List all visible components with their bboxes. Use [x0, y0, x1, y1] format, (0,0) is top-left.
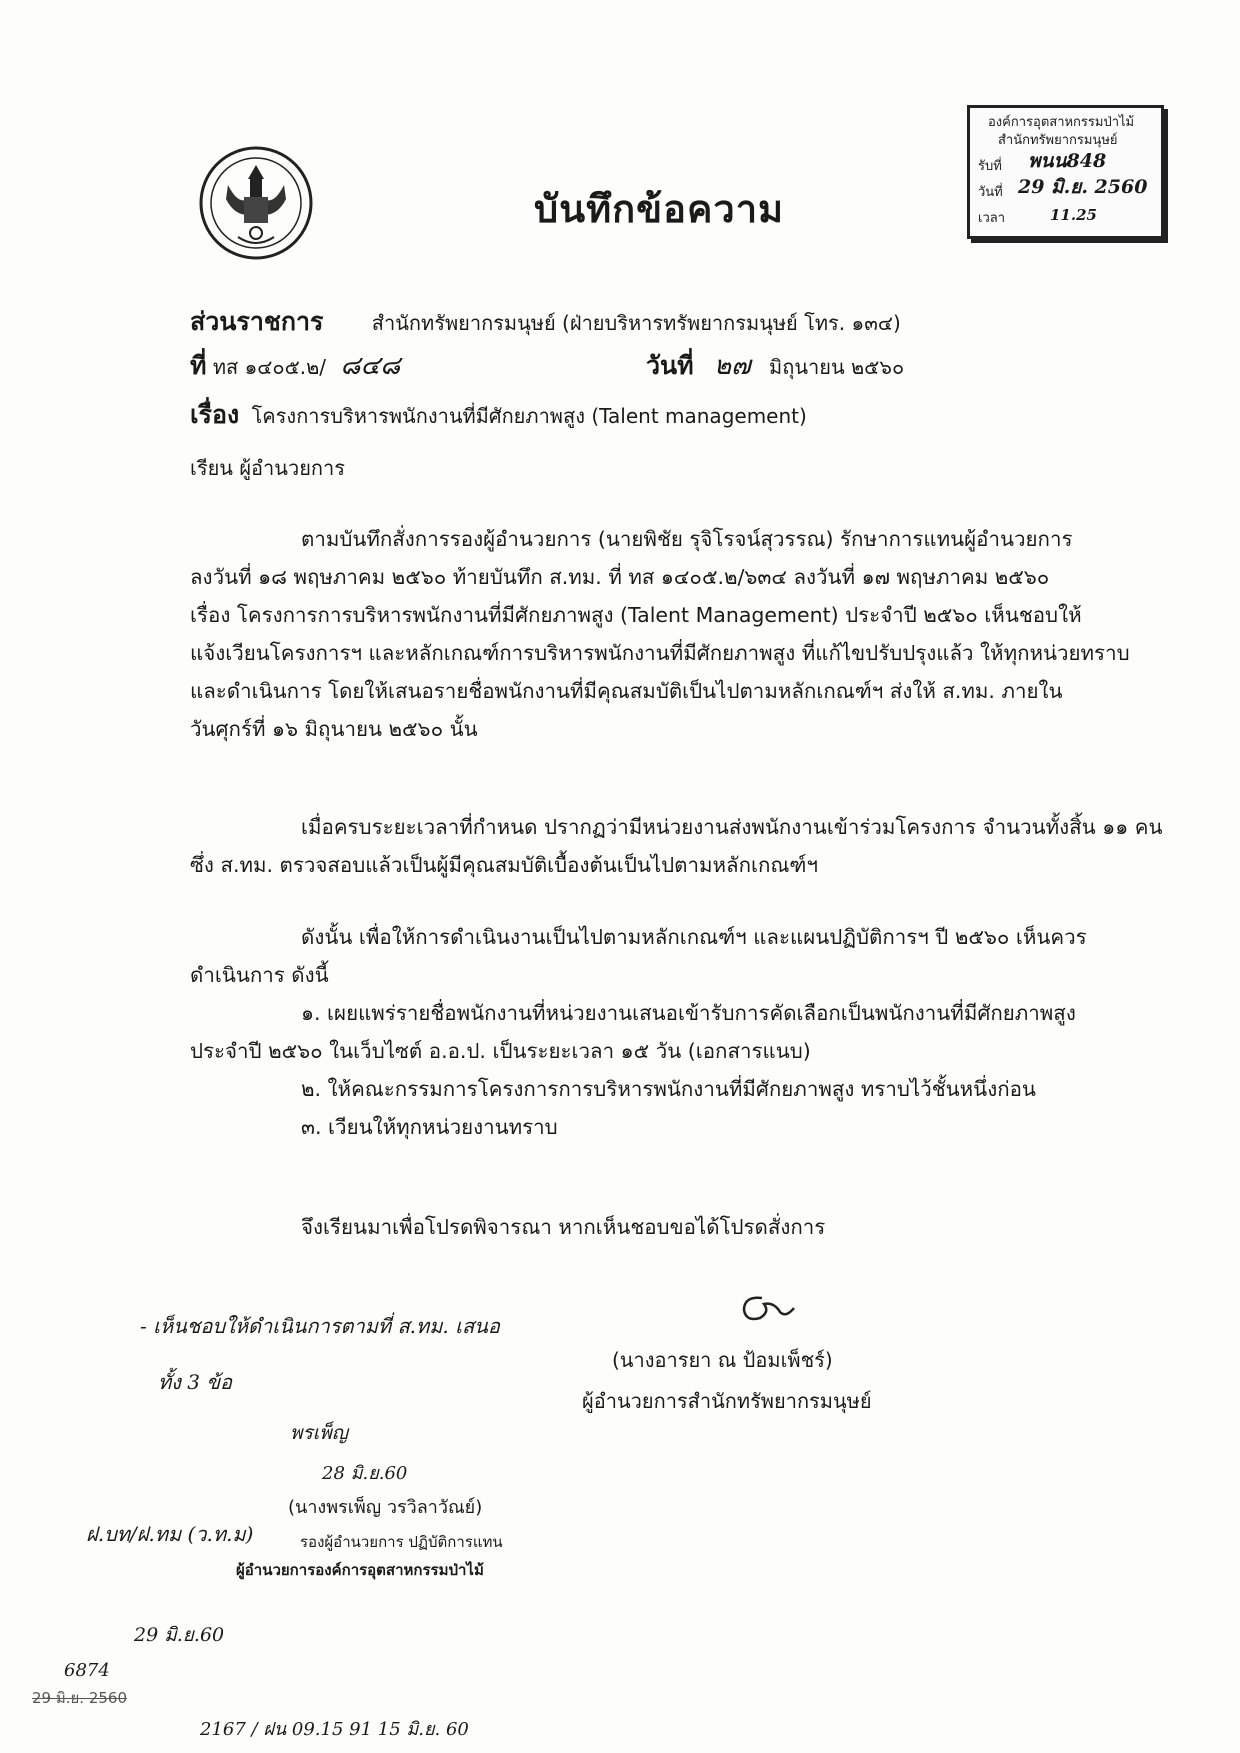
department-row [190, 302, 901, 342]
action-item-2: ๒. ให้คณะกรรมการโครงการการบริหารพนักงานที่มีศักยภาพสูง ทราบไว้ชั้นหนึ่งก่อน [301, 1077, 1036, 1101]
handwritten-date-2: 29 มิ.ย.60 [134, 1624, 225, 1646]
garuda-seal [198, 145, 314, 261]
p1-line: เรื่อง โครงการการบริหารพนักงานที่มีศักยภาพสูง (Talent Management) ประจำปี ๒๕๖๐ เห็นชอบให้ [190, 603, 1082, 627]
p1-line: ลงวันที่ ๑๘ พฤษภาคม ๒๕๖๐ ท้ายบันทึก ส.ทม. ที่ ทส ๑๔๐๕.๒/๖๓๔ ลงวันที่ ๑๗ พฤษภาคม ๒๕๖๐ [190, 565, 1050, 589]
p1-line: แจ้งเวียนโครงการฯ และหลักเกณฑ์การบริหารพนักงานที่มีศักยภาพสูง ที่แก้ไขปรับปรุงแล้ว ให้ทุกหน่วยทราบ [190, 641, 1130, 665]
department-value: สำนักทรัพยากรมนุษย์ (ฝ่ายบริหารทรัพยากรมนุษย์ โทร. ๑๓๔) [371, 311, 901, 335]
date-day-handwritten: ๒๗ [713, 351, 751, 381]
signer-position: ผู้อำนวยการสำนักทรัพยากรมนุษย์ [582, 1389, 872, 1413]
paragraph-3 [190, 918, 1180, 1146]
date-row [646, 345, 904, 386]
approver-line-1: รองผู้อำนวยการ ปฏิบัติการแทน [300, 1533, 503, 1551]
reference-handwritten: ๘๔๘ [340, 351, 401, 381]
signer-name: (นางอารยา ณ ป้อมเพ็ชร์) [612, 1348, 833, 1372]
p3-line: ดำเนินการ ดังนี้ [190, 963, 329, 987]
memo-title: บันทึกข้อความ [534, 187, 785, 231]
p1-line: วันศุกร์ที่ ๑๖ มิถุนายน ๒๕๖๐ นั้น [190, 717, 478, 741]
stamp-time-value: 11.25 [1050, 206, 1097, 224]
stamp-date-value: 29 มิ.ย. 2560 [1018, 176, 1148, 198]
received-stamp [967, 105, 1164, 239]
handwritten-date-1: 28 มิ.ย.60 [322, 1463, 408, 1484]
date-label: วันที่ [646, 351, 694, 380]
stamp-time-label: เวลา [978, 211, 1006, 226]
closing-line: จึงเรียนมาเพื่อโปรดพิจารณา หากเห็นชอบขอได้โปรดสั่งการ [301, 1215, 826, 1239]
paragraph-1 [190, 520, 1180, 748]
date-value: มิถุนายน ๒๕๖๐ [769, 355, 905, 379]
approver-line-2: ผู้อำนวยการองค์การอุตสาหกรรมป่าไม้ [236, 1561, 484, 1579]
reference-label: ที่ [190, 351, 207, 380]
action-item-1-cont: ประจำปี ๒๕๖๐ ในเว็บไซต์ อ.อ.ป. เป็นระยะเวลา ๑๕ วัน (เอกสารแนบ) [190, 1039, 811, 1063]
p2-line: เมื่อครบระยะเวลาที่กำหนด ปรากฏว่ามีหน่วยงานส่งพนักงานเข้าร่วมโครงการ จำนวนทั้งสิ้น ๑๑ คน [301, 815, 1163, 839]
p1-line: ตามบันทึกสั่งการรองผู้อำนวยการ (นายพิชัย รุจิโรจน์สุวรรณ) รักษาการแทนผู้อำนวยการ [301, 527, 1073, 551]
subject-label: เรื่อง [190, 400, 240, 429]
closing-paragraph [190, 1208, 1180, 1246]
department-label: ส่วนราชการ [190, 307, 324, 336]
stamp-office: สำนักทรัพยากรมนุษย์ [998, 133, 1118, 148]
handwritten-receipt-no: 6874 [64, 1660, 110, 1681]
stamp-recv-label: รับที่ [978, 159, 1002, 174]
paragraph-2 [190, 808, 1180, 884]
stamp-recv-value: พนน848 [1028, 150, 1107, 172]
p1-line: และดำเนินการ โดยให้เสนอรายชื่อพนักงานที่มีคุณสมบัติเป็นไปตามหลักเกณฑ์ฯ ส่งให้ ส.ทม. ภายใน [190, 679, 1063, 703]
subject-value: โครงการบริหารพนักงานที่มีศักยภาพสูง (Talent management) [251, 404, 807, 428]
handwritten-note-1: - เห็นชอบให้ดำเนินการตามที่ ส.ทม. เสนอ [140, 1314, 500, 1338]
handwritten-note-2: ทั้ง 3 ข้อ [158, 1370, 233, 1394]
handwritten-routing: ฝ.บท/ฝ.ทม (ว.ท.ม) [86, 1522, 254, 1546]
action-item-1: ๑. เผยแพร่รายชื่อพนักงานที่หน่วยงานเสนอเข้ารับการคัดเลือกเป็นพนักงานที่มีศักยภาพสูง [301, 1001, 1076, 1025]
faded-receipt-stamp: 29 มิ.ย. 2560 [32, 1689, 128, 1707]
action-item-3: ๓. เวียนให้ทุกหน่วยงานทราบ [301, 1115, 558, 1139]
subject-row [190, 395, 807, 435]
handwritten-bottom-line: 2167 / ฝน 09.15 91 15 มิ.ย. 60 [200, 1719, 469, 1740]
salutation: เรียน ผู้อำนวยการ [190, 456, 345, 480]
handwritten-signoff: พรเพ็ญ [290, 1422, 348, 1444]
approver-name: (นางพรเพ็ญ วรวิลาวัณย์) [288, 1497, 483, 1518]
stamp-date-label: วันที่ [978, 185, 1003, 200]
reference-value: ทส ๑๔๐๕.๒/ [212, 355, 327, 379]
signature-scribble [732, 1288, 802, 1332]
p2-line: ซึ่ง ส.ทม. ตรวจสอบแล้วเป็นผู้มีคุณสมบัติเบื้องต้นเป็นไปตามหลักเกณฑ์ฯ [190, 853, 818, 877]
reference-row [190, 345, 400, 386]
stamp-org: องค์การอุตสาหกรรมป่าไม้ [988, 115, 1135, 130]
p3-line: ดังนั้น เพื่อให้การดำเนินงานเป็นไปตามหลักเกณฑ์ฯ และแผนปฏิบัติการฯ ปี ๒๕๖๐ เห็นควร [301, 925, 1087, 949]
